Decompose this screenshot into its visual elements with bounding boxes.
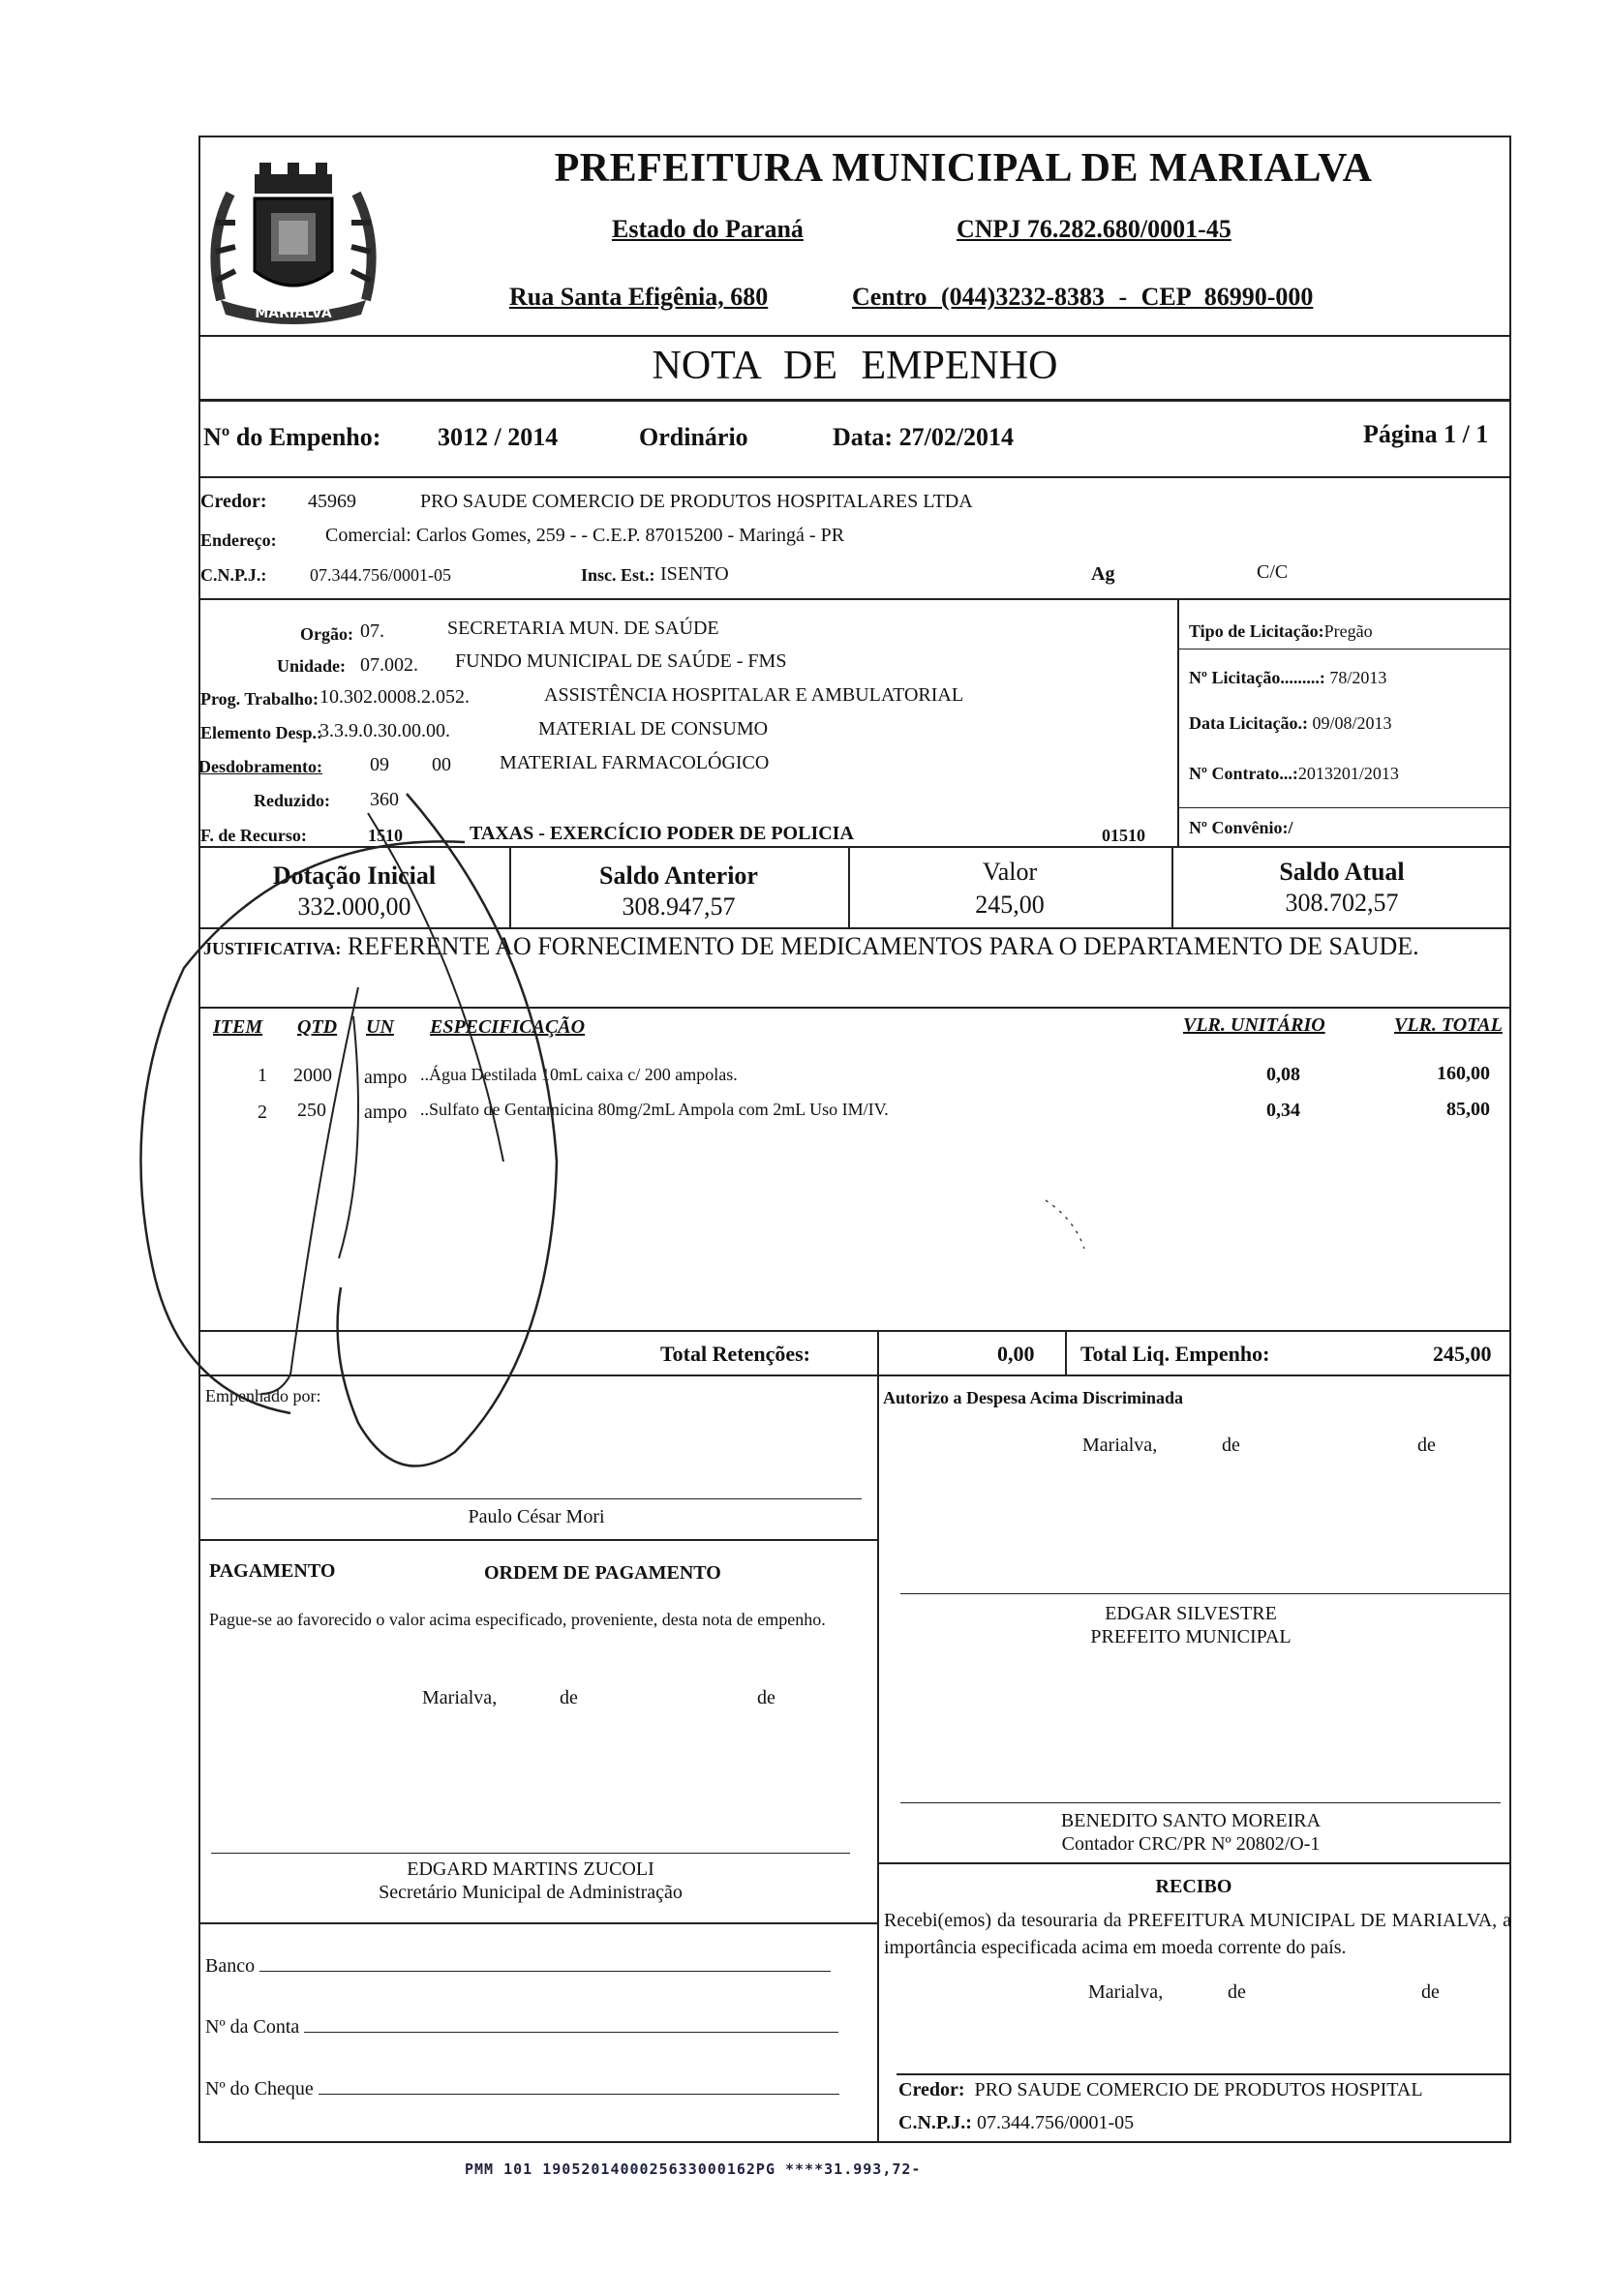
orgao-code: 07. [360,620,384,642]
insc-value: ISENTO [660,563,729,585]
page-title: PREFEITURA MUNICIPAL DE MARIALVA [554,146,1373,191]
pagamento-place: Marialva, [422,1687,498,1708]
pagamento-de1: de [560,1687,578,1708]
valor-label: Valor [982,858,1038,886]
creditor-address: Comercial: Carlos Gomes, 259 - - C.E.P. 87015200 - Maringá - PR [325,525,845,546]
elemento-label: Elemento Desp.: [200,723,322,742]
recibo-text: Recebi(emos) da tesouraria da PREFEITURA MUNICIPAL DE MARIALVA, a importância especificada acima em moeda corrente do país. [884,1910,1511,1958]
retencoes-label: Total Retenções: [660,1342,810,1366]
pagamento-de2: de [757,1687,775,1708]
row-item: 1 [258,1065,267,1086]
retencoes-value: 0,00 [997,1342,1035,1366]
cheque-field: Nº do Cheque [205,2078,839,2100]
ordem-pagamento-title: ORDEM DE PAGAMENTO [484,1562,721,1584]
empenho-type: Ordinário [639,423,748,451]
col-item: ITEM [213,1016,263,1038]
justificativa: JUSTIFICATIVA: REFERENTE AO FORNECIMENTO DE MEDICAMENTOS PARA O DEPARTAMENTO DE SAUDE. [203,932,1419,960]
dotacao-value: 332.000,00 [297,892,411,921]
col-especificacao: ESPECIFICAÇÃO [430,1016,586,1038]
autorizo-place: Marialva, [1082,1435,1158,1456]
row-qtd: 2000 [293,1065,332,1086]
num-licitacao-label: Nº Licitação.........: 78/2013 [1189,668,1387,687]
prog-code: 10.302.0008.2.052. [319,686,470,708]
autorizo-title: Autorizo a Despesa Acima Discriminada [883,1388,1183,1407]
dotacao-label: Dotação Inicial [272,861,437,890]
recurso-number: 01510 [1102,826,1145,845]
data-licitacao-label: Data Licitação.: 09/08/2013 [1189,713,1392,733]
saldo-atual-value: 308.702,57 [1285,889,1399,917]
footer-code: PMM 101 1905201400025633000162PG ****31.993,72- [465,2160,922,2178]
recibo-de1: de [1228,1981,1246,2003]
empenho-label: Nº do Empenho: [203,423,381,451]
reduzido-value: 360 [370,789,399,810]
elemento-name: MATERIAL DE CONSUMO [538,718,769,740]
orgao-label: Orgão: [300,624,353,644]
district-phone-cep: Centro (044)3232-8383 - CEP 86990-000 [852,283,1314,311]
elemento-code: 3.3.9.0.30.00.00. [319,720,450,741]
creditor-name: PRO SAUDE COMERCIO DE PRODUTOS HOSPITALARES LTDA [420,491,973,512]
reduzido-label: Reduzido: [254,791,331,810]
ag-label: Ag [1091,563,1115,585]
row-item: 2 [258,1102,267,1123]
orgao-name: SECRETARIA MUN. DE SAÚDE [447,618,719,639]
pagamento-role: Secretário Municipal de Administração [379,1882,683,1903]
row-qtd: 250 [297,1100,326,1121]
row-total: 85,00 [1446,1099,1490,1120]
prefeito-name: EDGAR SILVESTRE [1105,1603,1277,1624]
prog-name: ASSISTÊNCIA HOSPITALAR E AMBULATORIAL [544,684,964,706]
desdobramento-name: MATERIAL FARMACOLÓGICO [500,752,770,773]
saldo-atual-label: Saldo Atual [1279,858,1405,886]
desdobramento-code-2: 00 [432,754,451,775]
recurso-label: F. de Recurso: [200,826,307,845]
unidade-name: FUNDO MUNICIPAL DE SAÚDE - FMS [455,650,787,672]
autorizo-de1: de [1222,1435,1240,1456]
state-text: Estado do Paraná [612,215,804,243]
tipo-licitacao-label: Tipo de Licitação:Pregão [1189,621,1373,641]
row-unit: 0,08 [1266,1064,1300,1085]
empenho-date: Data: 27/02/2014 [833,423,1015,451]
row-unit: 0,34 [1266,1100,1300,1121]
desdobramento-label: Desdobramento: [198,757,322,776]
col-qtd: QTD [297,1016,338,1038]
conta-field: Nº da Conta [205,2016,838,2039]
svg-text:MARIALVA: MARIALVA [255,306,332,321]
insc-label: Insc. Est.: [581,565,655,585]
creditor-label: Credor: [200,491,267,512]
prefeito-role: PREFEITO MUNICIPAL [1090,1626,1292,1647]
empenho-number: 3012 / 2014 [438,423,559,451]
row-desc: ..Sulfato de Gentamicina 80mg/2mL Ampola com 2mL Uso IM/IV. [420,1100,889,1119]
creditor-cnpj: 07.344.756/0001-05 [310,565,451,585]
recurso-name: TAXAS - EXERCÍCIO PODER DE POLICIA [470,823,854,844]
desdobramento-code-1: 09 [370,754,389,775]
valor-value: 245,00 [975,891,1045,919]
recibo-de2: de [1421,1981,1440,2003]
row-un: ampo [364,1102,408,1123]
contador-role: Contador CRC/PR Nº 20802/O-1 [1061,1833,1321,1855]
prog-label: Prog. Trabalho: [200,689,319,709]
banco-field: Banco [205,1955,831,1978]
total-liquido-value: 245,00 [1433,1342,1492,1366]
unidade-label: Unidade: [277,656,347,676]
recibo-cnpj: C.N.P.J.: 07.344.756/0001-05 [898,2112,1135,2133]
pagamento-signer: EDGARD MARTINS ZUCOLI [407,1858,654,1880]
unidade-code: 07.002. [360,654,418,676]
contrato-label: Nº Contrato...:2013201/2013 [1189,764,1399,783]
empenhado-name: Paulo César Mori [468,1506,605,1527]
row-desc: ..Água Destilada 10mL caixa c/ 200 ampolas. [420,1065,738,1084]
row-un: ampo [364,1067,408,1088]
col-vlr-total: VLR. TOTAL [1394,1014,1503,1036]
contador-name: BENEDITO SANTO MOREIRA [1060,1810,1322,1831]
pagamento-text: Pague-se ao favorecido o valor acima especificado, proveniente, desta nota de empenho. [209,1610,826,1629]
cnpj-text: CNPJ 76.282.680/0001-45 [957,215,1231,243]
saldo-anterior-value: 308.947,57 [622,892,736,921]
recurso-code: 1510 [368,826,403,845]
recibo-place: Marialva, [1088,1981,1164,2003]
cnpj-label: C.N.P.J.: [200,565,267,585]
autorizo-de2: de [1417,1435,1436,1456]
total-liquido-label: Total Liq. Empenho: [1080,1342,1270,1366]
recibo-credor: Credor: PRO SAUDE COMERCIO DE PRODUTOS HOSPITAL [898,2079,1423,2100]
document-title: NOTA DE EMPENHO [652,344,1058,388]
page-number: Página 1 / 1 [1363,420,1489,448]
col-vlr-unitario: VLR. UNITÁRIO [1183,1014,1325,1036]
row-total: 160,00 [1437,1063,1490,1084]
empenhado-label: Empenhado por: [205,1386,321,1405]
saldo-anterior-label: Saldo Anterior [599,861,758,890]
address-label: Endereço: [200,530,277,550]
address-text: Rua Santa Efigênia, 680 [509,283,769,311]
col-un: UN [366,1016,394,1038]
creditor-code: 45969 [308,491,356,512]
recibo-title: RECIBO [1155,1876,1232,1897]
convenio-label: Nº Convênio:/ [1189,818,1293,837]
pagamento-label: PAGAMENTO [209,1560,336,1582]
cc-label: C/C [1257,561,1289,583]
